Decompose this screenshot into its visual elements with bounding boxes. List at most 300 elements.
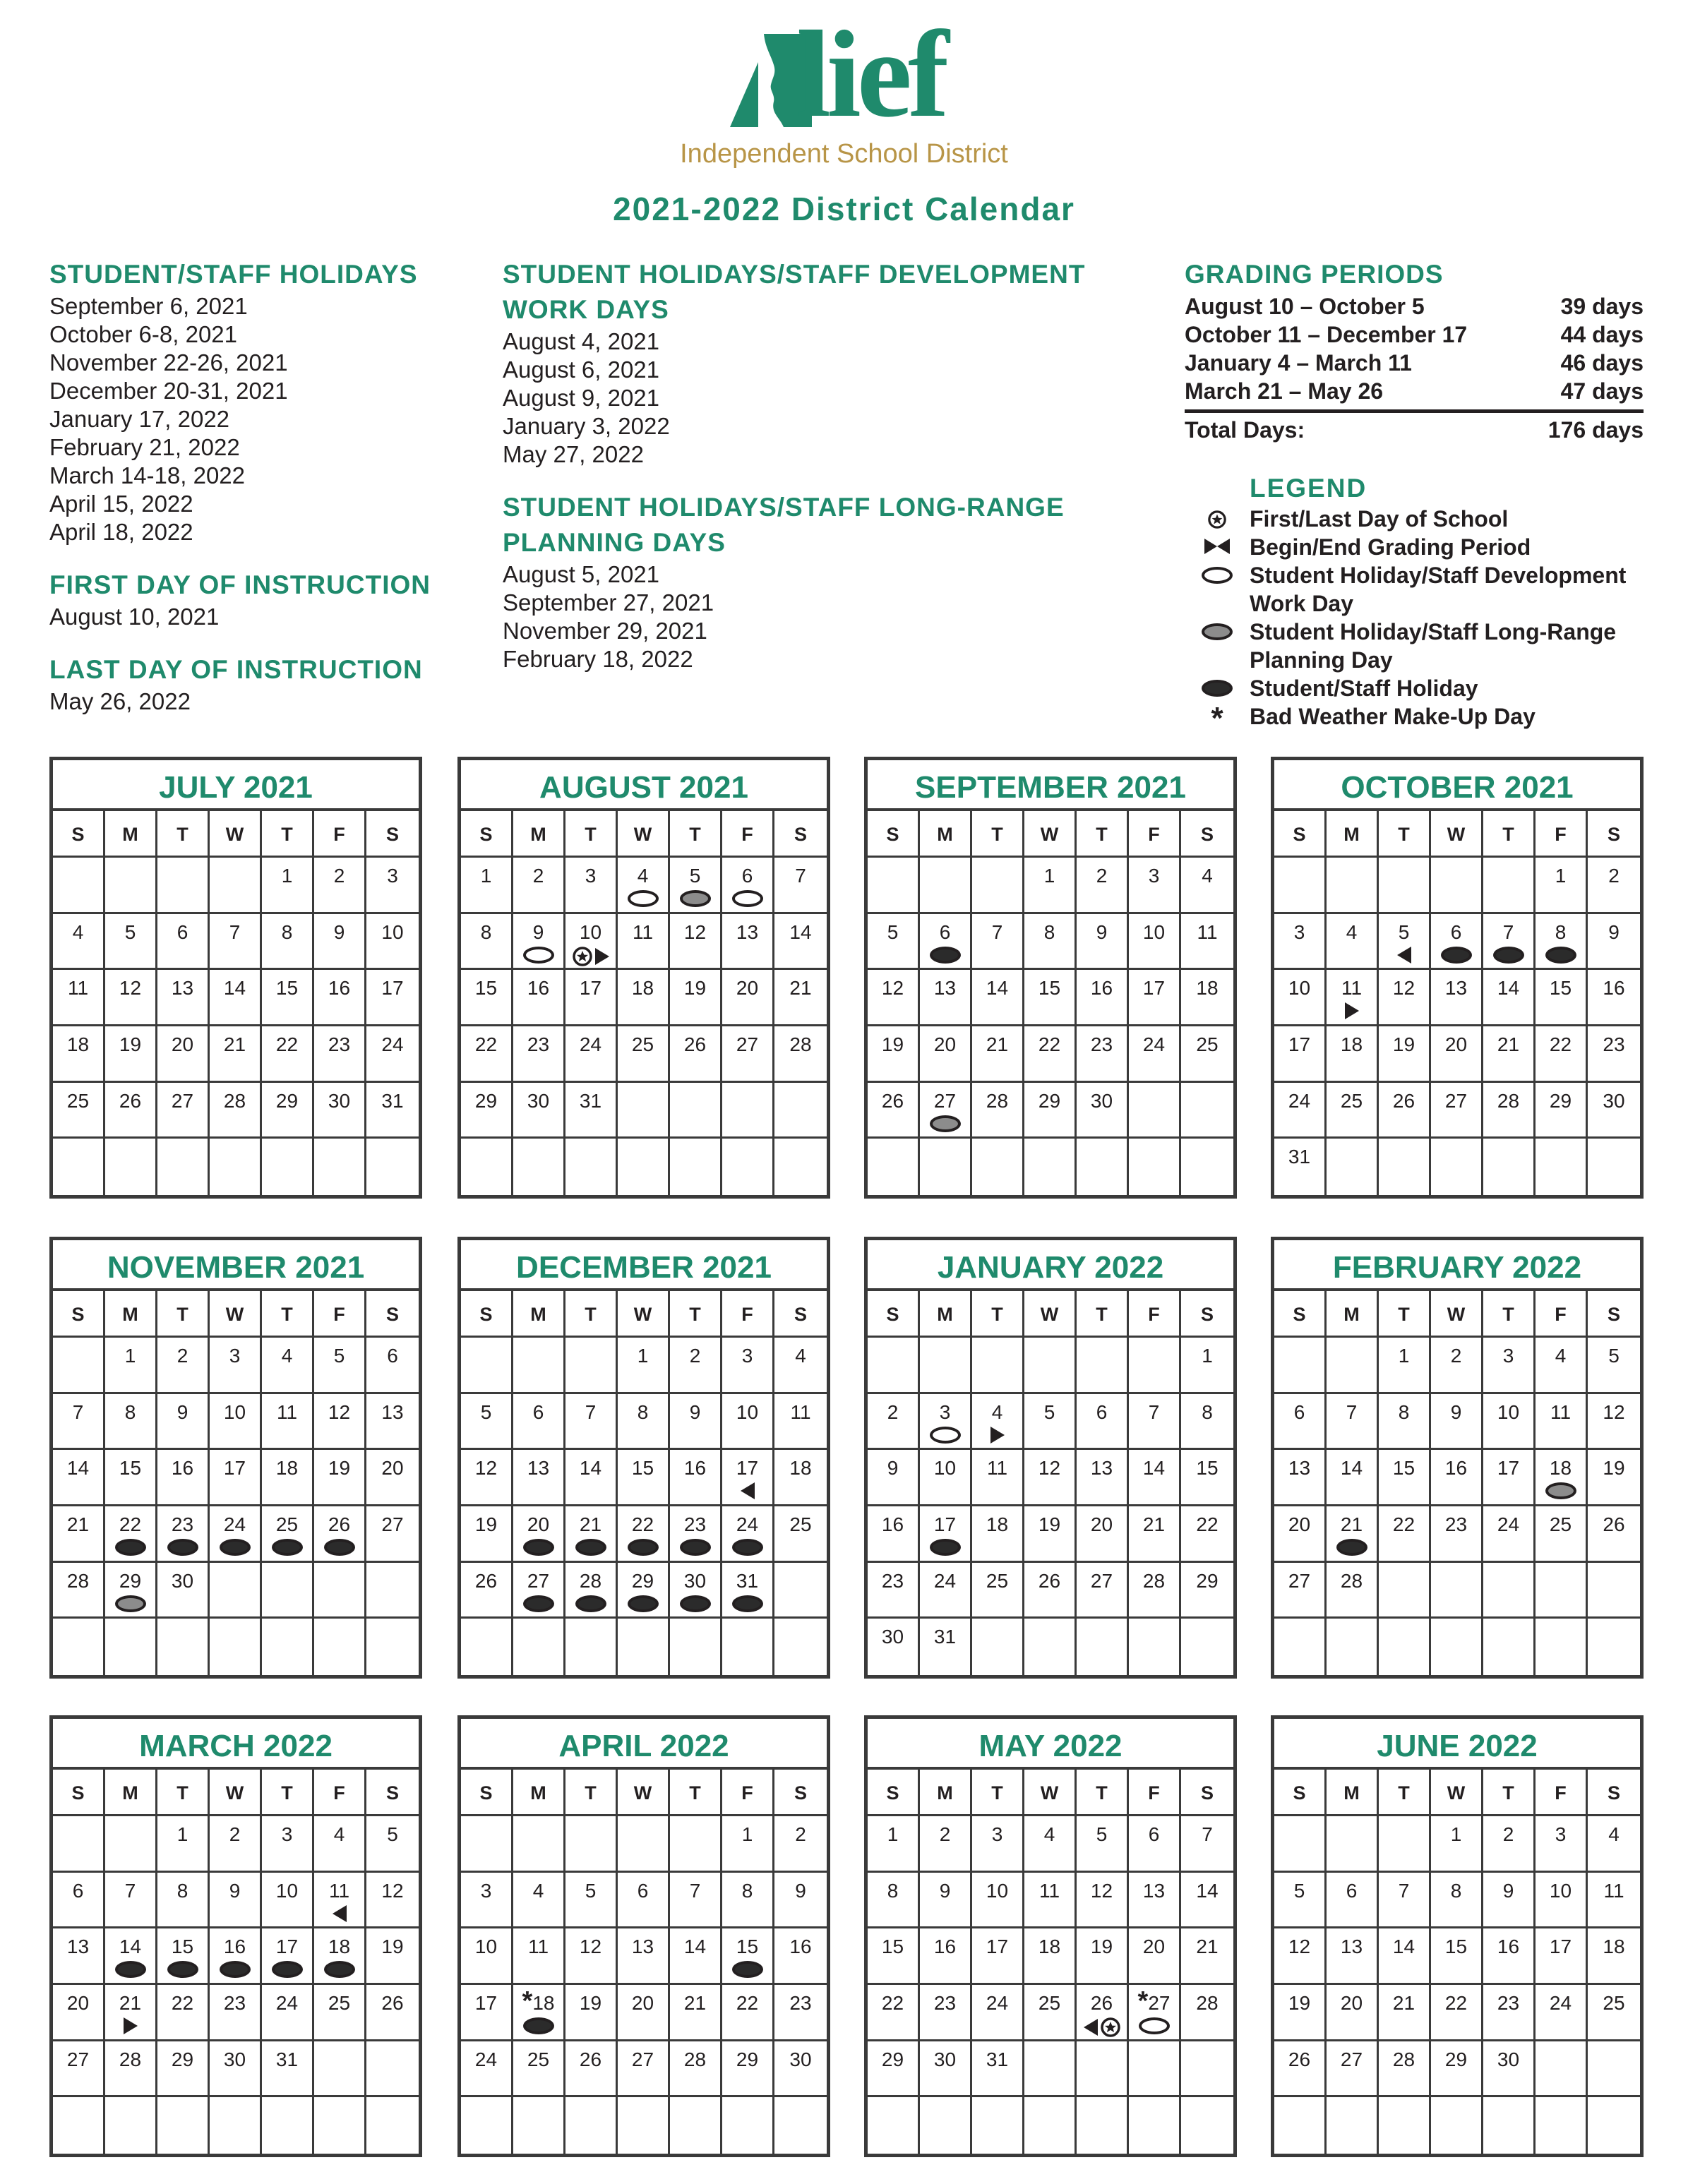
day-cell <box>262 1083 314 1139</box>
day-cell <box>1129 1619 1181 1675</box>
month-grid <box>1274 1770 1640 2154</box>
weekday-header: T <box>972 1291 1024 1338</box>
weekday-header: W <box>618 1291 670 1338</box>
month-title: NOVEMBER 2021 <box>53 1240 419 1291</box>
day-number: 18 <box>789 1457 812 1480</box>
day-number: 10 <box>1288 977 1311 1000</box>
month-title: JULY 2021 <box>53 760 419 811</box>
day-number: 11 <box>1341 977 1363 1000</box>
day-number: 16 <box>171 1457 194 1480</box>
day-number: 29 <box>736 2048 759 2070</box>
day-cell <box>1536 1985 1588 2041</box>
day-number: 3 <box>991 1823 1003 1845</box>
day-cell <box>105 1026 157 1083</box>
day-cell <box>210 914 262 971</box>
day-cell <box>1129 1563 1181 1619</box>
day-markers <box>167 1961 198 1978</box>
day-number: 13 <box>631 1936 654 1958</box>
holidays-column <box>49 257 473 716</box>
day-number: 17 <box>736 1457 759 1480</box>
day-cell <box>774 1563 827 1619</box>
day-cell <box>618 1816 670 1873</box>
day-number: 1 <box>480 865 492 887</box>
day-cell <box>1129 2097 1181 2154</box>
day-cell <box>262 1928 314 1985</box>
day-cell <box>314 2041 366 2098</box>
weekday-header: F <box>1129 1770 1181 1816</box>
weekday-header: S <box>1588 1770 1640 1816</box>
day-number: 9 <box>1502 1879 1514 1902</box>
weekday-header: S <box>1181 811 1233 858</box>
day-cell <box>53 1985 105 2041</box>
day-number: 30 <box>1603 1089 1625 1112</box>
day-number: 29 <box>631 1569 654 1592</box>
grading-total-row <box>1185 409 1644 444</box>
day-markers <box>680 890 711 907</box>
weekday-header: S <box>1274 1770 1327 1816</box>
day-number: 15 <box>631 1457 654 1480</box>
day-cell <box>618 970 670 1026</box>
day-cell <box>1077 2041 1129 2098</box>
day-number: 18 <box>1340 1033 1363 1055</box>
weekday-header: S <box>1274 1291 1327 1338</box>
day-number: 31 <box>381 1089 404 1112</box>
asterisk-icon: * <box>1211 701 1223 736</box>
weekday-header: M <box>920 1770 972 1816</box>
day-cell <box>1431 1816 1483 1873</box>
day-cell <box>210 1816 262 1873</box>
black-oval-icon <box>732 1961 763 1978</box>
day-cell <box>105 1619 157 1675</box>
day-cell <box>1181 1026 1233 1083</box>
day-cell <box>1327 1338 1379 1394</box>
day-number: 12 <box>1090 1879 1113 1902</box>
month-title: FEBRUARY 2022 <box>1274 1240 1640 1291</box>
day-cell <box>461 1083 513 1139</box>
day-number: 13 <box>527 1457 550 1480</box>
day-cell <box>314 2097 366 2154</box>
day-cell <box>1379 1563 1431 1619</box>
day-markers <box>930 1539 961 1556</box>
day-cell <box>1588 1338 1640 1394</box>
day-cell <box>314 1450 366 1506</box>
day-cell <box>722 1139 774 1195</box>
weekday-header: S <box>366 1770 419 1816</box>
day-cell <box>1431 858 1483 914</box>
day-cell <box>670 1985 722 2041</box>
weekday-header: T <box>1379 1291 1431 1338</box>
legend-symbol <box>1185 505 1250 533</box>
day-number: 18 <box>1038 1936 1061 1958</box>
day-number: 26 <box>1603 1513 1625 1535</box>
day-number: 22 <box>474 1033 498 1055</box>
day-number: 27 <box>1340 2048 1363 2070</box>
grading-heading: GRADING PERIODS <box>1185 260 1444 289</box>
black-oval-icon <box>324 1539 355 1556</box>
day-cell <box>157 1816 210 1873</box>
day-cell <box>774 2097 827 2154</box>
day-number: 22 <box>881 1991 904 2014</box>
weekday-header: W <box>1431 811 1483 858</box>
day-markers <box>680 1595 711 1612</box>
grading-period-row <box>1185 377 1644 405</box>
day-cell <box>157 1619 210 1675</box>
day-number: *27 <box>1137 1986 1171 2016</box>
legend-list <box>1185 505 1644 736</box>
holiday-date: January 17, 2022 <box>49 406 230 432</box>
day-cell <box>1536 1026 1588 1083</box>
day-number: 5 <box>480 1400 492 1423</box>
day-number: 12 <box>381 1879 404 1902</box>
day-cell <box>1024 1394 1077 1451</box>
day-number: 3 <box>741 1345 753 1367</box>
month-grid <box>461 1770 827 2154</box>
day-cell <box>618 914 670 971</box>
day-cell <box>105 1506 157 1563</box>
day-number: 13 <box>66 1936 90 1958</box>
day-cell <box>366 1985 419 2041</box>
day-cell <box>1536 1338 1588 1394</box>
day-number: 29 <box>119 1569 142 1592</box>
day-cell <box>1274 1506 1327 1563</box>
day-cell <box>1024 1928 1077 1985</box>
holidays-list <box>49 292 473 546</box>
day-cell <box>1536 1506 1588 1563</box>
day-cell <box>157 2041 210 2098</box>
day-cell <box>774 1873 827 1929</box>
day-number: 22 <box>1392 1513 1415 1535</box>
day-cell <box>868 1139 920 1195</box>
month-calendar <box>49 1237 422 1679</box>
day-number: 2 <box>1502 1823 1514 1845</box>
day-cell <box>513 858 565 914</box>
day-cell <box>1077 1928 1129 1985</box>
day-cell <box>1274 970 1327 1026</box>
day-cell <box>53 1816 105 1873</box>
day-markers <box>523 947 554 964</box>
day-cell <box>1588 1394 1640 1451</box>
day-cell <box>565 2097 618 2154</box>
black-oval-icon <box>220 1961 251 1978</box>
day-cell <box>1588 1026 1640 1083</box>
asterisk-icon: * <box>522 1986 533 2016</box>
day-cell <box>920 970 972 1026</box>
day-number: 23 <box>1603 1033 1625 1055</box>
day-number: 30 <box>527 1089 550 1112</box>
day-number: 20 <box>66 1991 90 2014</box>
day-cell <box>1181 858 1233 914</box>
day-number: 30 <box>933 2048 957 2070</box>
day-number: 6 <box>532 1400 544 1423</box>
day-number: 27 <box>1090 1569 1113 1592</box>
day-number: 11 <box>527 1936 549 1958</box>
day-number: 20 <box>381 1457 404 1480</box>
day-cell <box>565 1083 618 1139</box>
day-number: 7 <box>1346 1400 1358 1423</box>
day-number: 24 <box>736 1513 759 1535</box>
day-cell <box>461 1619 513 1675</box>
day-cell <box>1588 970 1640 1026</box>
black-oval-icon <box>930 947 961 964</box>
holiday-date: October 6-8, 2021 <box>49 321 237 347</box>
day-number: 23 <box>223 1991 246 2014</box>
day-number: 16 <box>789 1936 812 1958</box>
day-cell <box>1379 858 1431 914</box>
end-period-triangle-icon <box>1217 539 1230 554</box>
day-number: 10 <box>736 1400 759 1423</box>
day-cell <box>868 2041 920 2098</box>
day-cell <box>920 1928 972 1985</box>
day-cell <box>1536 858 1588 914</box>
day-number: 15 <box>1549 977 1572 1000</box>
day-cell <box>1129 1928 1181 1985</box>
day-cell <box>53 1083 105 1139</box>
day-number: 6 <box>741 865 753 887</box>
weekday-header: S <box>774 1291 827 1338</box>
day-markers <box>220 1539 251 1556</box>
day-markers <box>732 1961 763 1978</box>
weekday-header: T <box>670 811 722 858</box>
day-number: 15 <box>736 1936 759 1958</box>
day-cell <box>1431 1338 1483 1394</box>
weekday-header: M <box>513 811 565 858</box>
day-number: 12 <box>1288 1936 1311 1958</box>
day-cell <box>1483 914 1536 971</box>
day-number: 5 <box>585 1879 597 1902</box>
day-number: 26 <box>683 1033 707 1055</box>
day-cell <box>53 1873 105 1929</box>
day-cell <box>1024 1450 1077 1506</box>
holiday-date: December 20-31, 2021 <box>49 378 288 404</box>
day-cell <box>461 2097 513 2154</box>
weekday-header: S <box>1181 1291 1233 1338</box>
day-number: 28 <box>683 2048 707 2070</box>
day-cell <box>1077 1083 1129 1139</box>
day-number: 21 <box>1142 1513 1166 1535</box>
grading-period-range: January 4 – March 11 <box>1185 350 1412 376</box>
day-number: 4 <box>333 1823 345 1845</box>
day-cell <box>972 1139 1024 1195</box>
day-cell <box>1431 1506 1483 1563</box>
day-markers <box>732 890 763 907</box>
white-oval-icon <box>628 890 659 907</box>
logo-wordmark: lief <box>796 6 945 143</box>
month-title: JUNE 2022 <box>1274 1719 1640 1770</box>
day-cell <box>461 1563 513 1619</box>
month-title: JANUARY 2022 <box>868 1240 1233 1291</box>
day-number: 14 <box>683 1936 707 1958</box>
day-cell <box>722 1506 774 1563</box>
day-cell <box>565 970 618 1026</box>
day-cell <box>1129 2041 1181 2098</box>
day-cell <box>1483 1338 1536 1394</box>
day-cell <box>1431 1394 1483 1451</box>
day-cell <box>210 2041 262 2098</box>
day-cell <box>53 1394 105 1451</box>
day-cell <box>1077 914 1129 971</box>
day-cell <box>565 1026 618 1083</box>
day-cell <box>972 1506 1024 1563</box>
day-markers <box>575 1539 606 1556</box>
day-number: 16 <box>881 1513 904 1535</box>
day-number: 1 <box>1202 1345 1213 1367</box>
day-cell <box>670 1873 722 1929</box>
day-number: 25 <box>66 1089 90 1112</box>
day-number: 30 <box>683 1569 707 1592</box>
day-cell <box>565 1873 618 1929</box>
day-number: 17 <box>275 1936 299 1958</box>
day-cell <box>1327 1985 1379 2041</box>
day-number: 12 <box>1603 1400 1625 1423</box>
day-cell <box>1181 1139 1233 1195</box>
day-cell <box>1129 1985 1181 2041</box>
day-cell <box>513 2097 565 2154</box>
day-number: 28 <box>1392 2048 1415 2070</box>
day-cell <box>366 1563 419 1619</box>
weekday-header: M <box>1327 1291 1379 1338</box>
month-title: AUGUST 2021 <box>461 760 827 811</box>
day-number: 2 <box>176 1345 188 1367</box>
day-cell <box>1024 970 1077 1026</box>
day-number: 27 <box>736 1033 759 1055</box>
day-number: 13 <box>171 977 194 1000</box>
day-number: 3 <box>387 865 398 887</box>
month-grid <box>1274 811 1640 1195</box>
black-oval-icon <box>680 1539 711 1556</box>
day-number: 4 <box>637 865 649 887</box>
day-cell <box>618 1394 670 1451</box>
day-cell <box>461 1985 513 2041</box>
day-cell <box>1588 1873 1640 1929</box>
day-cell <box>1379 1338 1431 1394</box>
day-number: 2 <box>887 1400 899 1423</box>
day-number: 27 <box>631 2048 654 2070</box>
day-cell <box>1129 1506 1181 1563</box>
month-calendar <box>864 1715 1237 2157</box>
day-cell <box>1588 2041 1640 2098</box>
white-oval-icon <box>523 947 554 964</box>
day-cell <box>1077 858 1129 914</box>
day-cell <box>1129 1873 1181 1929</box>
day-cell <box>461 1816 513 1873</box>
day-number: 21 <box>1196 1936 1219 1958</box>
day-cell <box>670 1619 722 1675</box>
day-number: 21 <box>66 1513 90 1535</box>
day-cell <box>314 914 366 971</box>
day-number: 11 <box>1550 1400 1572 1423</box>
day-cell <box>366 1928 419 1985</box>
day-cell <box>670 1928 722 1985</box>
day-cell <box>1431 1563 1483 1619</box>
day-cell <box>366 858 419 914</box>
day-cell <box>670 858 722 914</box>
weekday-header: S <box>53 1291 105 1338</box>
day-cell <box>670 1450 722 1506</box>
day-cell <box>1129 1394 1181 1451</box>
day-cell <box>722 858 774 914</box>
day-number: 13 <box>381 1400 404 1423</box>
day-markers <box>930 1115 961 1132</box>
day-cell <box>565 1450 618 1506</box>
day-number: 5 <box>1096 1823 1108 1845</box>
day-cell <box>1129 1139 1181 1195</box>
weekday-header: S <box>868 811 920 858</box>
day-cell <box>565 1816 618 1873</box>
day-cell <box>1327 1139 1379 1195</box>
day-number: 26 <box>119 1089 142 1112</box>
day-number: 10 <box>1497 1400 1520 1423</box>
day-number: 13 <box>1340 1936 1363 1958</box>
day-number: 11 <box>1197 920 1218 943</box>
day-number: 8 <box>1043 920 1055 943</box>
day-cell <box>105 858 157 914</box>
day-cell <box>565 1394 618 1451</box>
day-number: 17 <box>1497 1457 1520 1480</box>
weekday-header: T <box>1379 811 1431 858</box>
day-number: 31 <box>275 2048 299 2070</box>
day-number: 9 <box>1608 920 1620 943</box>
black-oval-icon <box>732 1539 763 1556</box>
day-cell <box>1129 1338 1181 1394</box>
day-cell <box>461 858 513 914</box>
day-cell <box>262 2097 314 2154</box>
day-cell <box>461 1394 513 1451</box>
day-number: 23 <box>1090 1033 1113 1055</box>
day-number: 29 <box>1444 2048 1468 2070</box>
day-cell <box>670 1816 722 1873</box>
day-number: 20 <box>1340 1991 1363 2014</box>
day-number: 8 <box>1398 1400 1410 1423</box>
day-cell <box>53 1928 105 1985</box>
black-oval-icon <box>680 1595 711 1612</box>
day-number: 26 <box>881 1089 904 1112</box>
day-cell <box>366 1816 419 1873</box>
day-number: 4 <box>72 920 84 943</box>
day-cell <box>210 1450 262 1506</box>
day-cell <box>1431 970 1483 1026</box>
day-cell <box>868 1816 920 1873</box>
day-cell <box>1024 1083 1077 1139</box>
day-cell <box>105 1928 157 1985</box>
day-number: 21 <box>1392 1991 1415 2014</box>
day-cell <box>1431 2097 1483 2154</box>
day-number: 16 <box>1090 977 1113 1000</box>
day-number: 8 <box>1202 1400 1213 1423</box>
day-cell <box>920 1394 972 1451</box>
day-cell <box>722 2041 774 2098</box>
day-cell <box>1077 1394 1129 1451</box>
legend-item <box>1185 618 1644 674</box>
last-day-heading: LAST DAY OF INSTRUCTION <box>49 655 423 684</box>
gray-oval-icon <box>930 1115 961 1132</box>
day-cell <box>1483 1083 1536 1139</box>
day-cell <box>314 1928 366 1985</box>
day-cell <box>722 1394 774 1451</box>
day-cell <box>1024 1026 1077 1083</box>
day-number: 13 <box>1444 977 1468 1000</box>
day-cell <box>1274 1619 1327 1675</box>
day-cell <box>210 1026 262 1083</box>
day-number: 12 <box>119 977 142 1000</box>
day-number: 5 <box>887 920 899 943</box>
day-cell <box>513 1985 565 2041</box>
day-cell <box>157 1139 210 1195</box>
day-number: 22 <box>119 1513 142 1535</box>
black-oval-icon <box>324 1961 355 1978</box>
day-number: 16 <box>1497 1936 1520 1958</box>
day-number: 24 <box>223 1513 246 1535</box>
day-number: 16 <box>683 1457 707 1480</box>
